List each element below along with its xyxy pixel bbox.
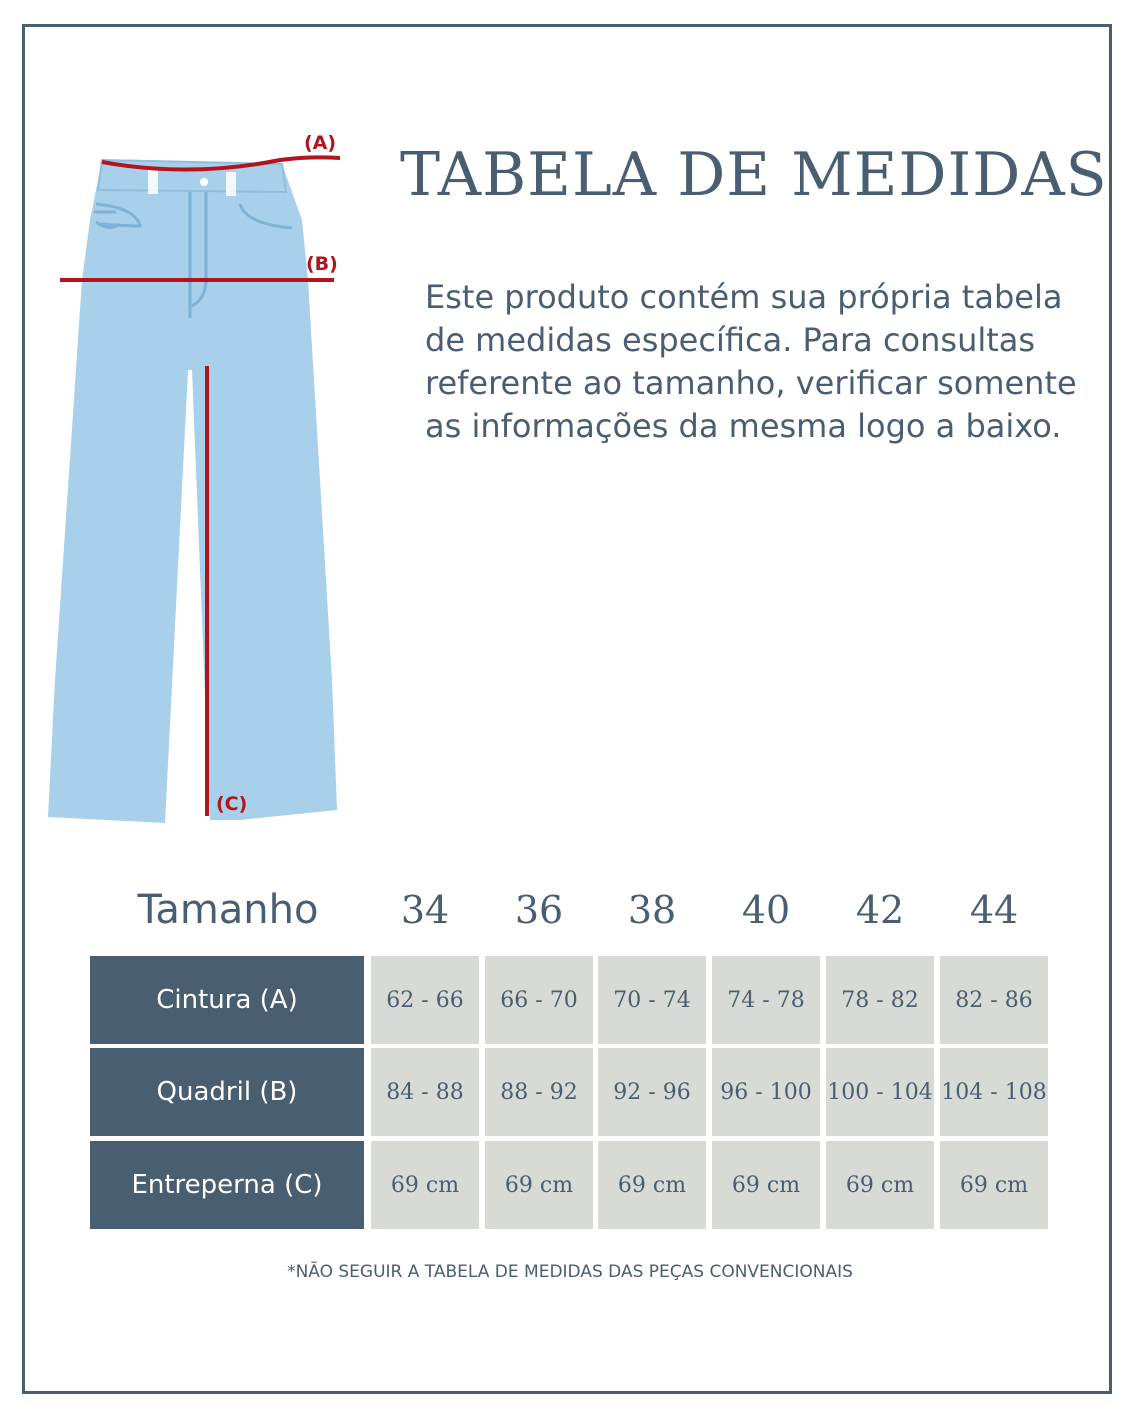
marker-a: (A) (304, 132, 337, 154)
table-cell: 92 - 96 (598, 1048, 706, 1136)
table-cell: 69 cm (712, 1141, 820, 1229)
table-cell: 100 - 104 (826, 1048, 934, 1136)
marker-b: (B) (306, 253, 338, 275)
table-cell: 84 - 88 (371, 1048, 479, 1136)
table-cell: 74 - 78 (712, 956, 820, 1044)
table-cell: 88 - 92 (485, 1048, 593, 1136)
row-label-quadril: Quadril (B) (90, 1048, 364, 1136)
size-42: 42 (855, 888, 905, 932)
jeans-body (48, 160, 337, 823)
size-36: 36 (514, 888, 564, 932)
table-cell: 70 - 74 (598, 956, 706, 1044)
jeans-illustration (40, 120, 360, 840)
size-38: 38 (627, 888, 677, 932)
table-cell: 96 - 100 (712, 1048, 820, 1136)
row-label-cintura: Cintura (A) (90, 956, 364, 1044)
description-text: Este produto contém sua própria tabela de medidas específica. Para consultas referente ao tamanho, verificar somente as informações da mesma logo a baixo. (425, 278, 1077, 445)
table-cell: 104 - 108 (940, 1048, 1048, 1136)
size-34: 34 (400, 888, 450, 932)
size-40: 40 (741, 888, 791, 932)
table-cell: 69 cm (940, 1141, 1048, 1229)
table-cell: 69 cm (371, 1141, 479, 1229)
footnote: *NÃO SEGUIR A TABELA DE MEDIDAS DAS PEÇAS CONVENCIONAIS (287, 1262, 853, 1282)
page-title: TABELA DE MEDIDAS (400, 140, 1108, 210)
table-cell: 66 - 70 (485, 956, 593, 1044)
size-44: 44 (969, 888, 1019, 932)
row-label-entreperna: Entreperna (C) (90, 1141, 364, 1229)
table-cell: 62 - 66 (371, 956, 479, 1044)
table-cell: 69 cm (826, 1141, 934, 1229)
table-cell: 78 - 82 (826, 956, 934, 1044)
table-cell: 82 - 86 (940, 956, 1048, 1044)
table-cell: 69 cm (598, 1141, 706, 1229)
size-label: Tamanho (137, 887, 319, 933)
table-cell: 69 cm (485, 1141, 593, 1229)
marker-c: (C) (216, 793, 248, 815)
